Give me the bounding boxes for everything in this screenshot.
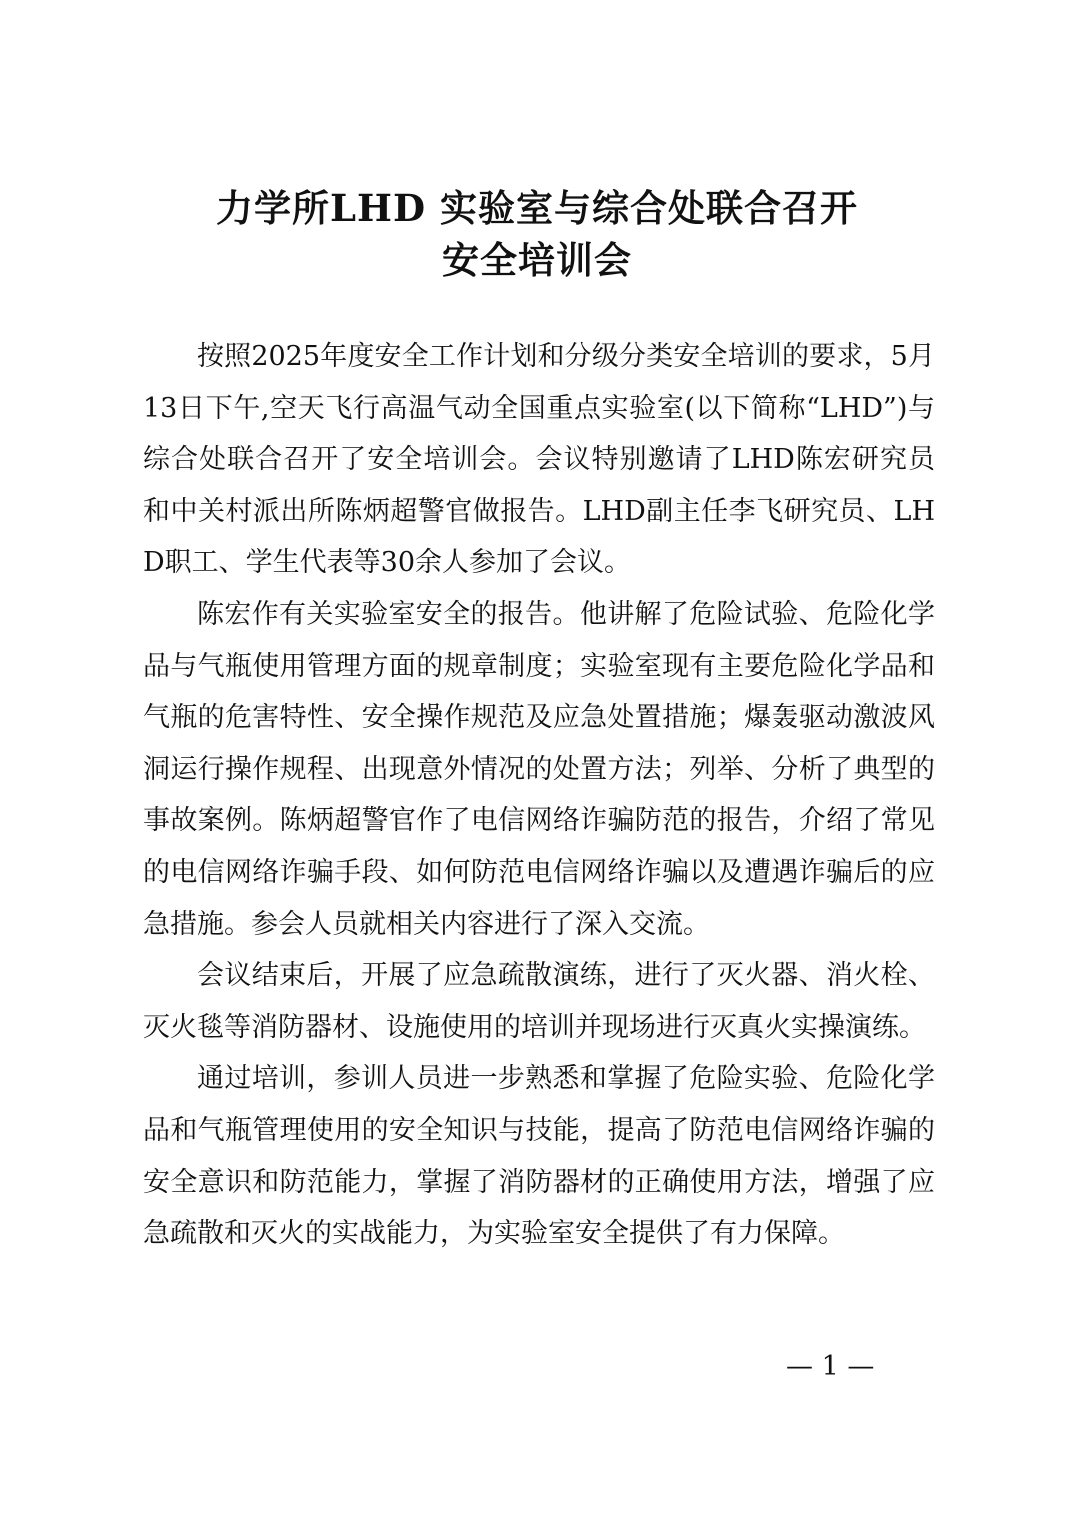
title-line-1: 力学所LHD 实验室与综合处联合召开 [216,186,858,230]
paragraph-reports: 陈宏作有关实验室安全的报告。他讲解了危险试验、危险化学品与气瓶使用管理方面的规章制度；实验室现有主要危险化学品和气瓶的危害特性、安全操作规范及应急处置措施；爆轰驱动激波风洞运行操作规程、出现意外情况的处置方法；列举、分析了典型的事故案例。陈炳超警官作了电信网络诈骗防范的报告，介绍了常见的电信网络诈骗手段、如何防范电信网络诈骗以及遭遇诈骗后的应急措施。参会人员就相关内容进行了深入交流。 [143,598,935,940]
document-title [140,182,934,286]
paragraph-intro: 按照2025年度安全工作计划和分级分类安全培训的要求，5月13日下午,空天飞行高温气动全国重点实验室(以下简称“LHD”)与综合处联合召开了安全培训会。会议特别邀请了LHD陈宏研究员和中关村派出所陈炳超警官做报告。LHD副主任李飞研究员、LHD职工、学生代表等30余人参加了会议。 [143,341,935,579]
document-body [143,331,935,1260]
paragraph-conclusion: 通过培训，参训人员进一步熟悉和掌握了危险实验、危险化学品和气瓶管理使用的安全知识与技能，提高了防范电信网络诈骗的安全意识和防范能力，掌握了消防器材的正确使用方法，增强了应急疏散和灭火的实战能力，为实验室安全提供了有力保障。 [143,1063,935,1250]
page-number: — 1 — [786,1351,875,1382]
title-line-2: 安全培训会 [442,238,632,282]
paragraph-drill: 会议结束后，开展了应急疏散演练，进行了灭火器、消火栓、灭火毯等消防器材、设施使用的培训并现场进行灭真火实操演练。 [143,960,935,1043]
